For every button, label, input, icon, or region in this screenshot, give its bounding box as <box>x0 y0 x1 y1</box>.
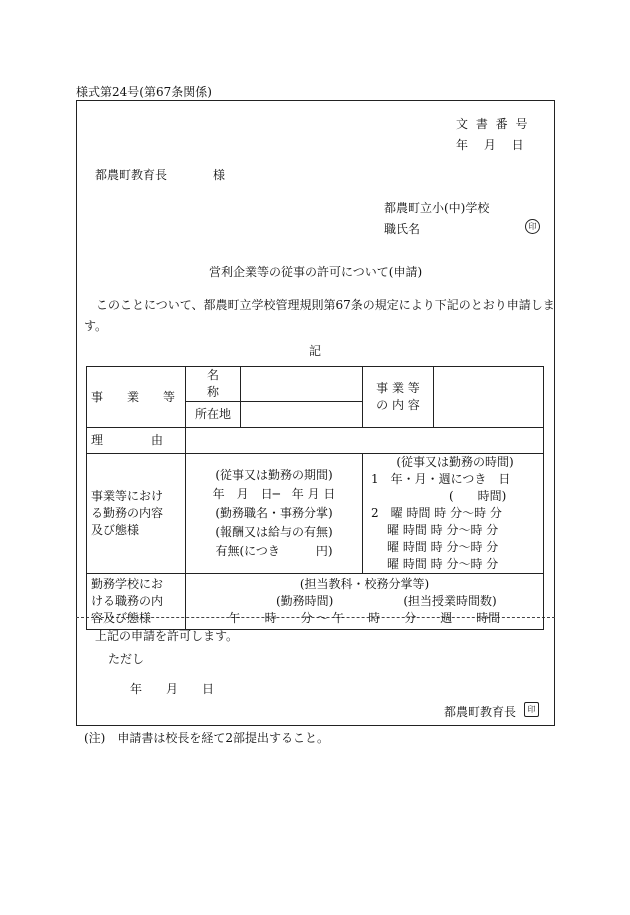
work-left-line-5: 有無(につき 円) <box>215 544 333 558</box>
work-left-line-2: 年 月 日─ 年 月 日 <box>212 487 336 501</box>
school-working-hours: (勤務時間) <box>276 594 334 608</box>
school-line-1: (担当教科・校務分掌等) <box>299 577 430 591</box>
business-label-cell <box>87 367 186 428</box>
work-left-line-4: (報酬又は給与の有無) <box>215 525 333 539</box>
seal-icon: 印 <box>524 702 539 717</box>
school-value-cell <box>186 574 544 630</box>
applicant-seal <box>525 219 540 234</box>
business-content-label-2: の 内 容 <box>376 398 420 412</box>
work-right-line-4: 2 曜 時間 時 分～時 分 <box>371 506 502 520</box>
school-label-3: 容及び態様 <box>91 611 152 625</box>
date-line: 年 月 日 <box>456 138 524 152</box>
work-right-line-3: ( 時間) <box>449 489 507 503</box>
work-right-line-1: (従事又は勤務の時間) <box>396 455 514 469</box>
business-content-label-cell <box>363 367 434 428</box>
work-right-line-7: 曜 時間 時 分～時 分 <box>387 557 499 571</box>
name-value-cell[interactable] <box>241 367 363 402</box>
approval-seal <box>524 702 539 717</box>
work-right-line-2: 1 年・月・週につき 日 <box>371 472 511 486</box>
body-text-line-1: このことについて、都農町立学校管理規則第67条の規定により下記のとおり申請しま <box>96 298 555 312</box>
ki-heading: 記 <box>309 344 322 358</box>
reason-label-cell <box>87 428 186 454</box>
work-label-1: 事業等におけ <box>91 489 164 503</box>
business-content-label-1: 事 業 等 <box>376 381 420 395</box>
work-left-line-1: (従事又は勤務の期間) <box>215 468 333 482</box>
work-label-3: 及び態様 <box>91 523 140 537</box>
applicant-position-name: 職氏名 <box>384 222 421 236</box>
school-label-2: ける職務の内 <box>91 594 164 608</box>
application-table <box>86 366 544 630</box>
approval-date: 年 月 日 <box>130 682 215 696</box>
school-label-1: 勤務学校にお <box>91 577 164 591</box>
school-line-2 <box>190 593 539 610</box>
business-content-value-cell[interactable] <box>434 367 544 428</box>
name-label: 名 称 <box>186 367 241 402</box>
form-number: 様式第24号(第67条関係) <box>76 85 212 99</box>
footnote: (注) 申請書は校長を経て2部提出すること。 <box>84 731 329 745</box>
work-left-line-3: (勤務職名・事務分掌) <box>215 506 333 520</box>
seal-icon: 印 <box>525 219 540 234</box>
work-right-line-5: 曜 時間 時 分～時 分 <box>387 523 499 537</box>
work-right-cell <box>363 454 544 574</box>
applicant-school: 都農町立小(中)学校 <box>384 201 490 215</box>
work-label-cell <box>87 454 186 574</box>
document-number-label: 文 書 番 号 <box>456 117 530 131</box>
location-label: 所在地 <box>186 402 241 428</box>
work-label-2: る勤務の内容 <box>91 506 164 520</box>
location-value-cell[interactable] <box>241 402 363 428</box>
reason-label: 理 由 <box>91 433 172 447</box>
school-label-cell <box>87 574 186 630</box>
addressee-honorific: 様 <box>213 168 226 182</box>
business-label: 事 業 等 <box>91 389 182 404</box>
approval-signer: 都農町教育長 <box>444 705 517 719</box>
body-text-line-2: す。 <box>84 319 108 333</box>
school-line-3: 午 時 分 ～ 午 時 分 週 時間 <box>228 611 501 625</box>
approval-text: 上記の申請を許可します。 <box>95 629 239 643</box>
reason-value-cell[interactable] <box>186 428 544 454</box>
document-title: 営利企業等の従事の許可について(申請) <box>209 265 423 279</box>
work-left-cell <box>186 454 363 574</box>
approval-tadashi: ただし <box>108 652 145 666</box>
work-right-line-6: 曜 時間 時 分～時 分 <box>387 540 499 554</box>
addressee-name: 都農町教育長 <box>95 168 168 182</box>
school-class-hours: (担当授業時間数) <box>403 594 497 608</box>
